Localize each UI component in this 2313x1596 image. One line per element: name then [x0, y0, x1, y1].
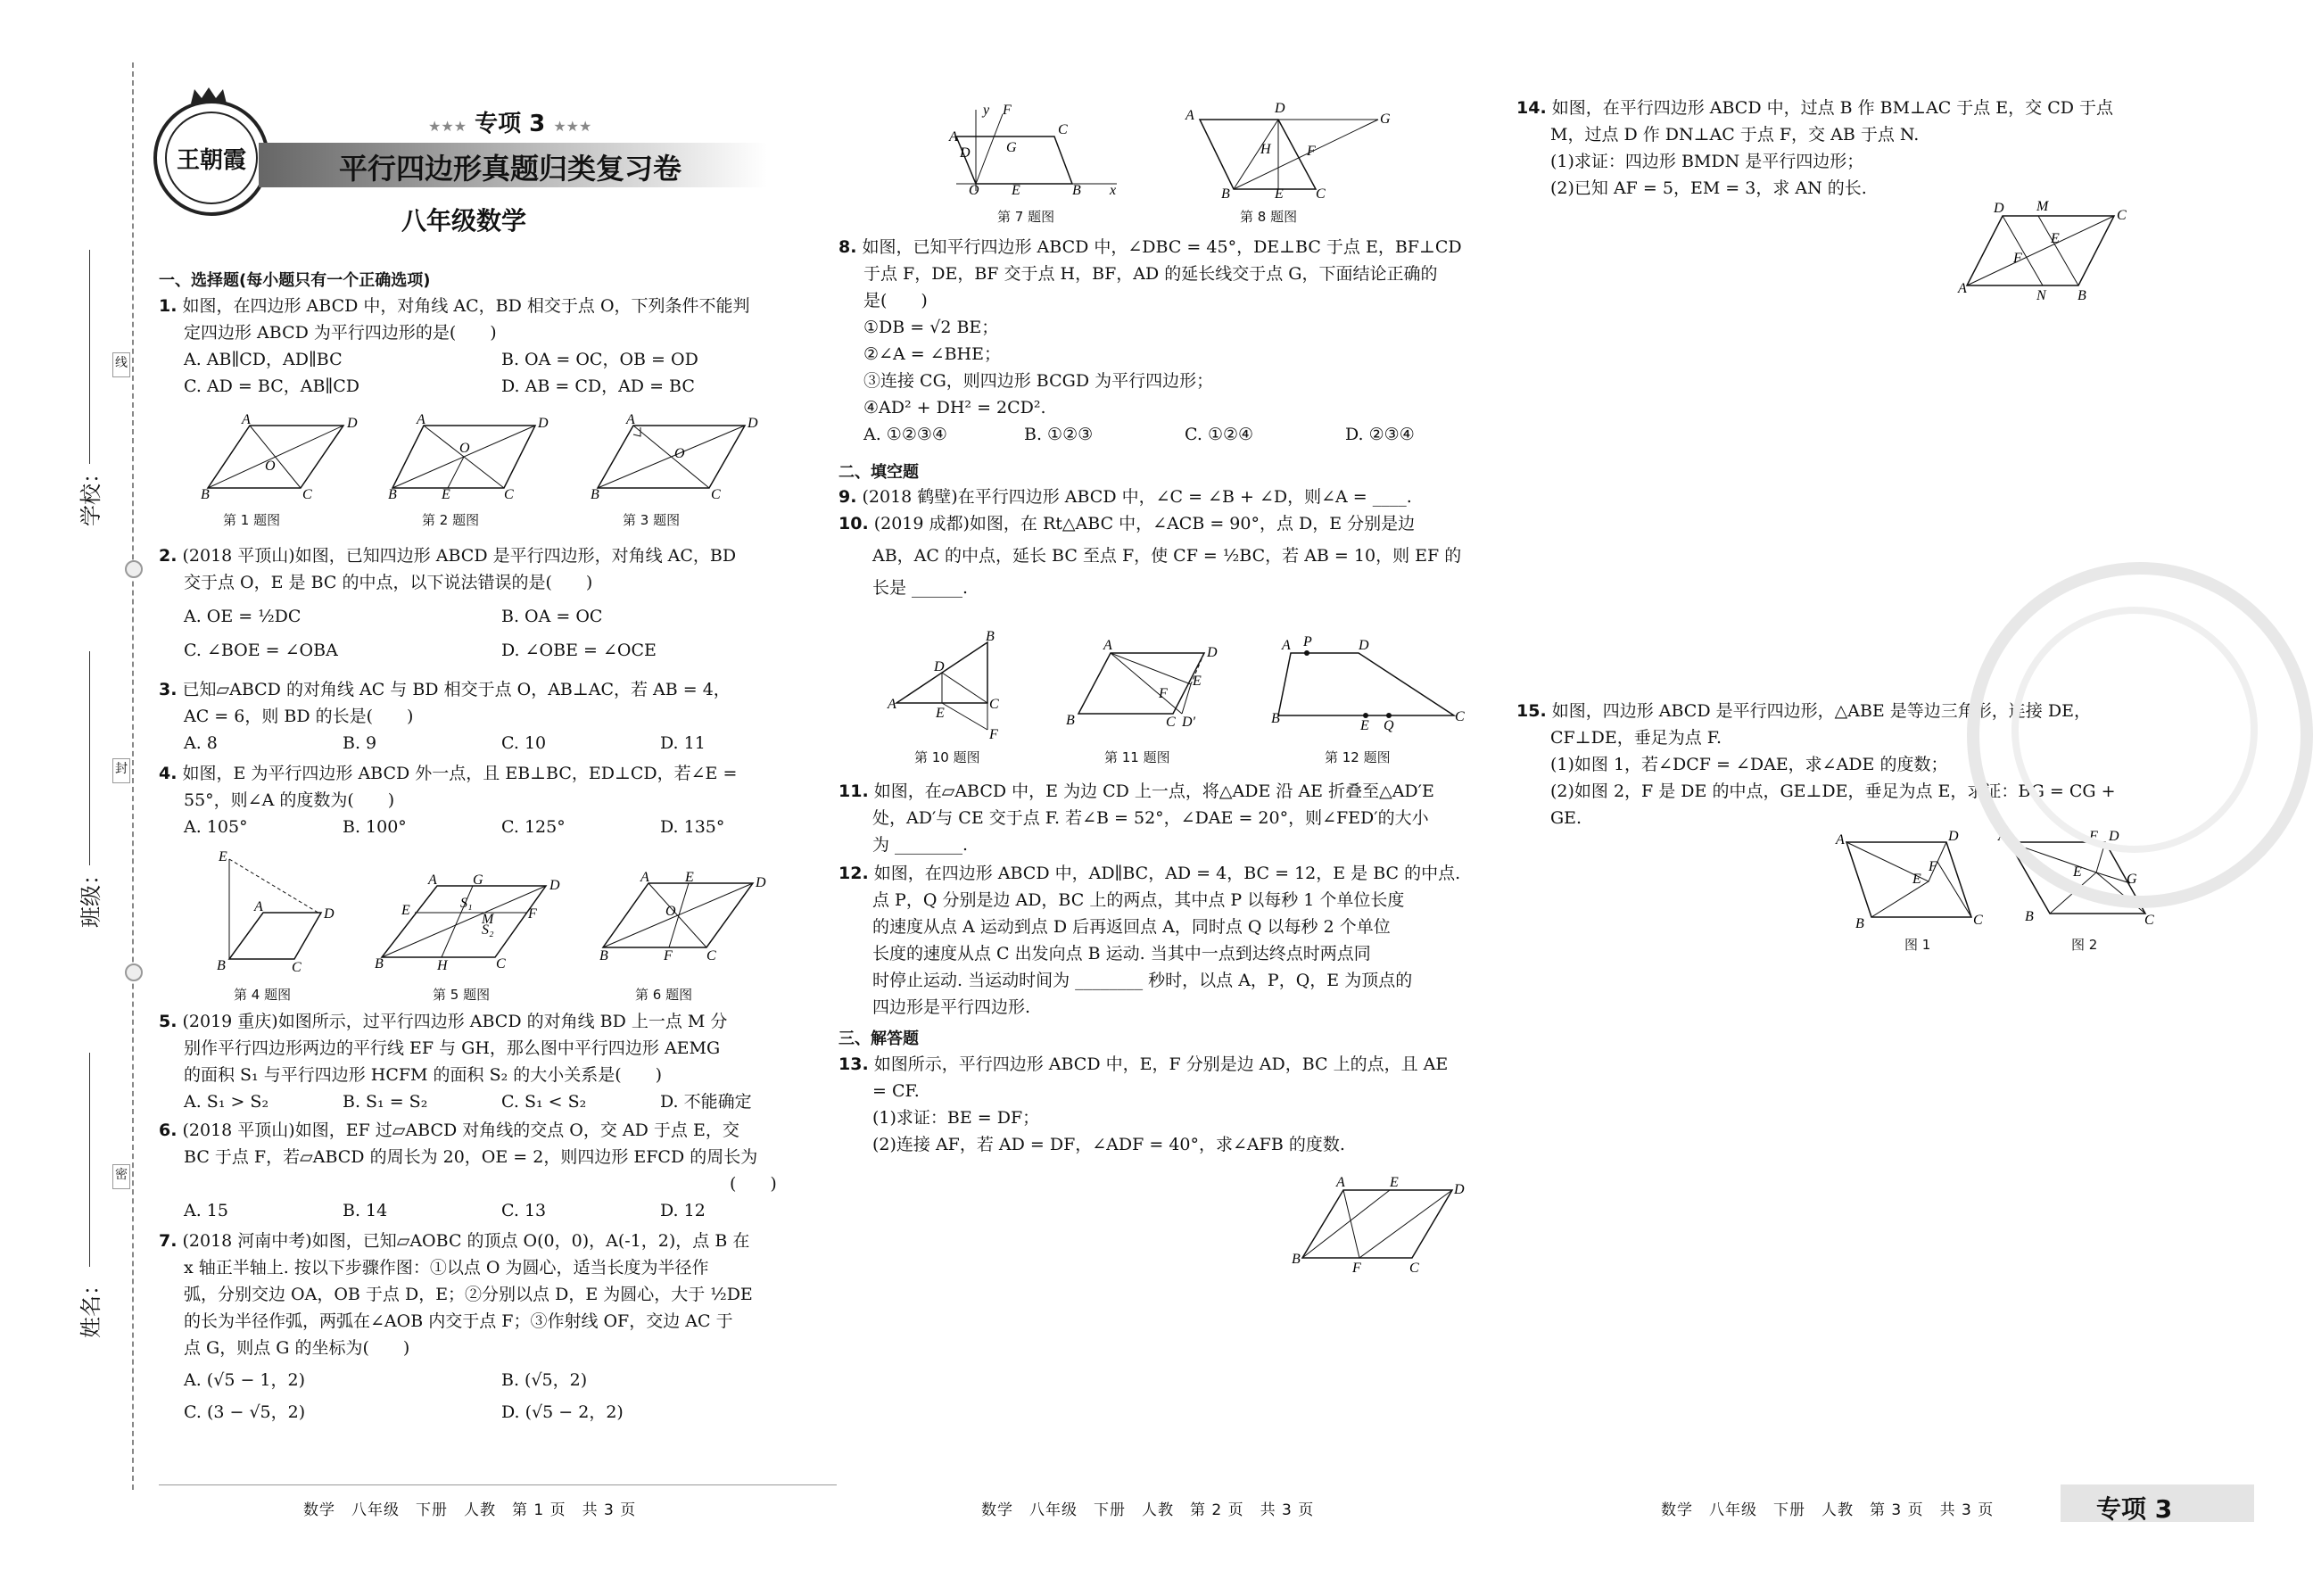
figure-1-caption: 第 1 题图 [223, 512, 281, 528]
svg-text:M: M [482, 912, 494, 927]
svg-text:B: B [1271, 711, 1280, 726]
svg-text:B: B [375, 956, 384, 972]
crown-icon [189, 86, 228, 105]
svg-text:A: A [254, 899, 263, 914]
svg-text:G: G [2127, 872, 2137, 887]
svg-text:G: G [473, 872, 483, 888]
svg-text:A: A [428, 872, 437, 888]
class-label: 班级： [78, 864, 103, 928]
school-label: 学校： [78, 462, 103, 526]
question-5: 5. (2019 重庆)如图所示，过平行四边形 ABCD 的对角线 BD 上一点 M 分 别作平行四边形两边的平行线 EF 与 GH，那么图中平行四边形 AEMG 的面积 S₁ 与平行四边形 HCFM 的面积 S₂ 的大小关系是( ) A. S₁ > S₂ B. S₁ = S₂ C. S₁ < S₂ D. 不能确定 [159, 1012, 752, 1112]
footer-rule-1 [159, 1484, 837, 1485]
svg-text:x: x [1110, 183, 1117, 198]
figure-12 [1271, 633, 1467, 736]
logo-text: 王朝霞 [165, 112, 258, 204]
binding-dot-1 [125, 560, 143, 578]
name-label: 姓名： [78, 1274, 103, 1338]
brand-logo [153, 100, 269, 216]
svg-text:A: A [1998, 829, 2007, 844]
question-13: 13. 如图所示，平行四边形 ABCD 中，E，F 分别是边 AD，BC 上的点，且 AE = CF. (1)求证：BE = DF； (2)连接 AF，若 AD = DF，∠ADF = 40°，求∠AFB 的度数. [838, 1054, 1449, 1154]
figure-15-1 [1829, 828, 1998, 935]
svg-text:O: O [969, 183, 979, 198]
question-4: 4. 如图，E 为平行四边形 ABCD 外一点，且 EB⊥BC，ED⊥CD，若∠E = 55°，则∠A 的度数为( ) A. 105° B. 100° C. 125° D. 135° [159, 764, 738, 837]
svg-text:G: G [1380, 112, 1391, 127]
svg-text:O: O [459, 441, 470, 456]
svg-text:E: E [401, 903, 410, 918]
svg-text:E: E [1390, 1175, 1399, 1190]
binding-mark-line: 线 [112, 352, 130, 377]
footer-series-text: 专项 3 [2096, 1494, 2173, 1524]
svg-text:E: E [1012, 183, 1020, 198]
question-2: 2. (2018 平顶山)如图，已知四边形 ABCD 是平行四边形，对角线 AC，BD 交于点 O，E 是 BC 的中点，以下说法错误的是( ) A. OE = ½DC B. OA = OC C. ∠BOE = ∠OBA D. ∠OBE = ∠OCE [159, 546, 737, 660]
svg-text:C: C [2117, 208, 2127, 223]
svg-text:C: C [706, 948, 716, 963]
svg-text:C: C [302, 487, 312, 502]
figure-10-caption: 第 10 题图 [914, 749, 980, 765]
question-7: 7. (2018 河南中考)如图，已知▱AOBC 的顶点 O(0，0)，A(-1，2)，点 B 在 x 轴正半轴上. 按以下步骤作图：①以点 O 为圆心，适当长度为半径作 弧，分别交边 OA，OB 于点 D，E；②分别以点 D，E 为圆心，大于 ½DE 的长为半径作弧，两弧在∠AOB 内交于点 F；③作射线 OF，交边 AC 于 点 G，则点 G 的坐标为( ) A. (√5 − 1，2) B. (√5，2) C. (3 − √5，2) D. (√5 − 2，2) [159, 1231, 753, 1422]
svg-text:B: B [599, 948, 608, 963]
svg-text:D: D [1994, 201, 2004, 216]
svg-text:Q: Q [1384, 718, 1394, 733]
figure-5 [375, 872, 560, 977]
name-field[interactable] [89, 1053, 90, 1267]
svg-text:C: C [711, 487, 721, 502]
svg-text:B: B [217, 958, 226, 973]
question-3: 3. 已知▱ABCD 的对角线 AC 与 BD 相交于点 O，AB⊥AC，若 AB = 4， AC = 6，则 BD 的长是( ) A. 8 B. 9 C. 10 D. 11 [159, 680, 731, 753]
figure-2-caption: 第 2 题图 [422, 512, 480, 528]
figure-5-caption: 第 5 题图 [433, 987, 491, 1003]
question-11: 11. 如图，在▱ABCD 中，E 为边 CD 上一点，将△ADE 沿 AE 折叠至△AD′E 处，AD′与 CE 交于点 F. 若∠B = 52°，∠DAE = 20°，则∠FED′的大小 为 ________. [838, 781, 1434, 855]
figure-6 [599, 870, 766, 963]
svg-text:F: F [528, 906, 537, 922]
svg-text:B: B [1072, 183, 1081, 198]
svg-text:F: F [1929, 859, 1937, 874]
svg-text:F: F [1307, 144, 1316, 159]
svg-text:A: A [888, 697, 896, 712]
svg-text:B: B [1855, 916, 1864, 931]
svg-text:B: B [2025, 909, 2034, 924]
svg-text:B: B [591, 487, 599, 502]
svg-text:D: D [960, 145, 971, 161]
footer-page-3: 数学 八年级 下册 人教 第 3 页 共 3 页 [1661, 1501, 1995, 1519]
svg-text:D: D [347, 416, 358, 431]
svg-text:H: H [437, 958, 448, 973]
svg-text:C: C [1058, 122, 1068, 137]
svg-text:D: D [1359, 638, 1369, 653]
svg-text:C: C [1409, 1261, 1419, 1276]
footer-page-2: 数学 八年级 下册 人教 第 2 页 共 3 页 [981, 1501, 1315, 1519]
svg-text:F: F [1352, 1261, 1361, 1276]
svg-text:D: D [549, 878, 560, 893]
section-2-heading: 二、填空题 [838, 463, 919, 482]
figure-13 [1292, 1175, 1470, 1276]
svg-text:C: C [989, 697, 999, 712]
svg-text:E: E [219, 849, 227, 864]
svg-text:E: E [1360, 718, 1369, 733]
figure-4 [210, 849, 343, 977]
svg-text:D: D [1454, 1182, 1465, 1197]
svg-text:E: E [1912, 872, 1921, 887]
svg-text:y: y [983, 103, 990, 118]
svg-text:D: D [748, 416, 758, 431]
svg-text:C: C [1973, 913, 1983, 928]
figure-8-caption: 第 8 题图 [1240, 209, 1298, 225]
svg-text:F: F [2089, 829, 2098, 844]
question-10: 10. (2019 成都)如图，在 Rt△ABC 中，∠ACB = 90°，点 D，E 分别是边 AB，AC 的中点，延长 BC 至点 F，使 CF = ½BC，若 AB = 10，则 EF 的 长是 ______. [838, 514, 1462, 598]
svg-text:C: C [1166, 715, 1176, 730]
svg-text:C: C [504, 487, 514, 502]
svg-text:D: D [324, 906, 335, 922]
figure-10 [888, 629, 1012, 742]
svg-text:M: M [2036, 199, 2049, 214]
svg-text:S₂: S₂ [482, 922, 494, 938]
svg-text:F: F [989, 727, 998, 742]
school-field[interactable] [89, 250, 90, 464]
svg-text:A: A [242, 412, 251, 427]
question-8: 8. 如图，已知平行四边形 ABCD 中，∠DBC = 45°，DE⊥BC 于点 E，BF⊥CD 于点 F，DE，BF 交于点 H，BF，AD 的延长线交于点 G，下面结论正确的 是( ) ①DB = √2 BE； ②∠A = ∠BHE； ③连接 CG，则四边形 BCGD 为平行四边形； ④AD² + DH² = 2CD². A. ①②③④ B. ①②③ C. ①②④ D. ②③④ [838, 237, 1462, 444]
binding-mark-secret: 密 [112, 1164, 130, 1189]
class-field[interactable] [89, 651, 90, 865]
svg-text:D: D [934, 659, 945, 674]
binding-mark-seal: 封 [112, 758, 130, 783]
figure-2 [388, 412, 549, 502]
figure-11 [1066, 635, 1222, 733]
svg-text:A: A [1958, 281, 1967, 296]
figure-3-caption: 第 3 题图 [623, 512, 681, 528]
section-3-heading: 三、解答题 [838, 1030, 919, 1048]
footer-series-tag [2061, 1484, 2254, 1522]
figure-8 [1182, 100, 1391, 202]
svg-text:A: A [626, 412, 635, 427]
footer-page-1: 数学 八年级 下册 人教 第 1 页 共 3 页 [303, 1501, 637, 1519]
question-14: 14. 如图，在平行四边形 ABCD 中，过点 B 作 BM⊥AC 于点 E，交 CD 于点 M，过点 D 作 DN⊥AC 于点 F，交 AB 于点 N. (1)求证：四边形 BMDN 是平行四边形； (2)已知 AF = 5，EM = 3，求 AN 的长. [1516, 98, 2114, 198]
svg-text:F: F [1159, 686, 1168, 701]
svg-text:B: B [1292, 1252, 1301, 1267]
svg-text:C: C [2144, 913, 2154, 928]
svg-text:G: G [1006, 140, 1017, 155]
svg-text:B: B [986, 629, 995, 644]
svg-text:D: D [1207, 645, 1218, 660]
svg-text:H: H [1260, 142, 1271, 157]
svg-text:A: A [949, 129, 958, 145]
svg-text:E: E [2051, 231, 2060, 246]
figure-3 [589, 412, 758, 502]
svg-text:D: D [1948, 829, 1959, 844]
svg-text:C: C [496, 956, 506, 972]
question-6: 6. (2018 平顶山)如图，EF 过▱ABCD 对角线的交点 O，交 AD 于点 E，交 BC 于点 F，若▱ABCD 的周长为 20，OE = 2，则四边形 EFCD 的周长为 ( ) A. 15 B. 14 C. 13 D. 12 [159, 1121, 777, 1220]
series-text: 专项 3 [475, 111, 546, 137]
svg-text:A: A [640, 870, 649, 885]
svg-text:O: O [674, 446, 685, 461]
svg-text:A: A [1185, 108, 1194, 123]
figure-12-caption: 第 12 题图 [1325, 749, 1391, 765]
svg-text:B: B [2078, 288, 2086, 303]
binding-dot-2 [125, 963, 143, 981]
question-15: 15. 如图，四边形 ABCD 是平行四边形，△ABE 是等边三角形，连接 DE， CF⊥DE，垂足为点 F. (1)如图 1，若∠DCF = ∠DAE，求∠ADE 的度数； (2)如图 2，F 是 DE 的中点，GE⊥DE，垂足为点 E，求证：BG = CG + GE. [1516, 701, 2116, 828]
svg-text:A: A [417, 412, 425, 427]
svg-text:C: C [1316, 186, 1326, 202]
svg-text:E: E [1275, 186, 1284, 202]
svg-text:A: A [1336, 1175, 1345, 1190]
svg-text:B: B [1221, 186, 1230, 202]
svg-text:E: E [936, 706, 945, 721]
svg-text:B: B [1066, 713, 1075, 728]
figure-6-caption: 第 6 题图 [635, 987, 693, 1003]
figure-14 [1958, 198, 2127, 305]
svg-text:D′: D′ [1182, 715, 1196, 730]
svg-text:F: F [2013, 251, 2022, 266]
svg-text:C: C [1455, 709, 1465, 724]
series-label: ★★★ 专项 3 ★★★ [428, 111, 592, 137]
figure-7 [947, 103, 1121, 198]
page-subtitle: 八年级数学 [401, 206, 527, 236]
svg-text:D: D [2109, 829, 2119, 844]
svg-text:A: A [1103, 638, 1112, 653]
question-9: 9. (2018 鹤壁)在平行四边形 ABCD 中，∠C = ∠B + ∠D，则∠A = ____. [838, 487, 1412, 507]
figure-4-caption: 第 4 题图 [234, 987, 292, 1003]
figure-11-caption: 第 11 题图 [1104, 749, 1170, 765]
svg-text:N: N [2036, 288, 2046, 303]
svg-text:B: B [388, 487, 397, 502]
figure-1 [201, 412, 358, 502]
svg-text:E: E [685, 870, 694, 885]
svg-text:D: D [538, 416, 549, 431]
figure-15-2-caption: 图 2 [2071, 937, 2098, 953]
svg-text:O: O [665, 904, 676, 919]
figure-7-caption: 第 7 题图 [997, 209, 1055, 225]
svg-text:P: P [1303, 634, 1312, 649]
svg-text:O: O [265, 459, 276, 474]
svg-text:D: D [756, 875, 766, 890]
figure-15-1-caption: 图 1 [1904, 937, 1931, 953]
svg-text:S₁: S₁ [460, 896, 473, 911]
question-12: 12. 如图，在四边形 ABCD 中，AD∥BC，AD = 4，BC = 12，E 是 BC 的中点. 点 P，Q 分别是边 AD，BC 上的两点，其中点 P 以每秒 1 个单位长度 的速度从点 A 运动到点 D 后再返回点 A，同时点 Q 以每秒 2 个单位 长度的速度从点 C 出发向点 B 运动. 当其中一点到达终点时两点同 时停止运动. 当运动时间为 ________ 秒时，以点 A，P，Q，E 为顶点的 四边形是平行四边形. [838, 864, 1461, 1017]
svg-text:E: E [442, 487, 450, 502]
svg-text:A: A [1836, 832, 1845, 848]
question-1: 1. 如图，在四边形 ABCD 中，对角线 AC，BD 相交于点 O，下列条件不能判 定四边形 ABCD 为平行四边形的是( ) A. AB∥CD，AD∥BC B. OA = OC，OB = OD C. AD = BC，AB∥CD D. AB = CD，AD = BC [159, 296, 750, 396]
svg-text:E: E [1193, 674, 1202, 689]
svg-text:F: F [1003, 103, 1012, 118]
binding-line [132, 62, 134, 1490]
svg-text:F: F [664, 948, 673, 963]
svg-text:D: D [1275, 101, 1285, 116]
svg-text:B: B [201, 487, 210, 502]
svg-text:C: C [292, 960, 302, 975]
svg-text:A: A [1282, 638, 1291, 653]
page-title: 平行四边形真题归类复习卷 [339, 152, 682, 186]
section-1-heading: 一、选择题(每小题只有一个正确选项) [159, 271, 431, 290]
svg-text:E: E [2073, 864, 2082, 880]
watermark-seal-inner [2011, 607, 2258, 853]
